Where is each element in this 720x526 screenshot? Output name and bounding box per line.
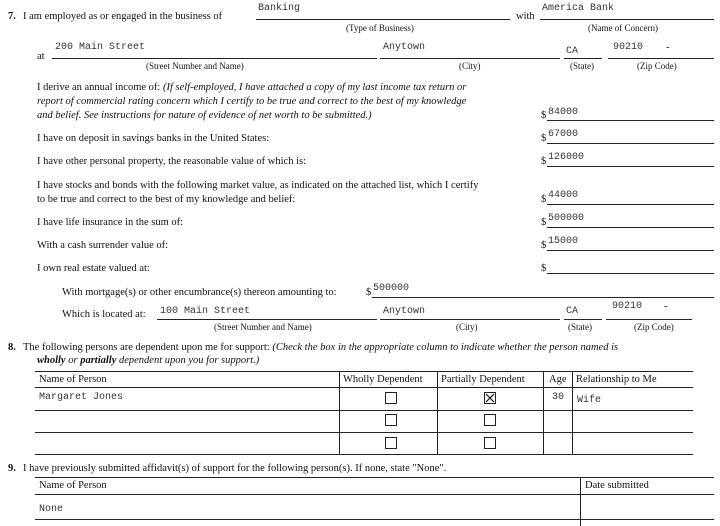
section-8-number: 8.	[8, 342, 16, 353]
with-label: with	[516, 11, 535, 22]
life-insurance-label: I have life insurance in the sum of:	[37, 217, 184, 228]
partially-checkbox-1[interactable]	[484, 392, 496, 404]
dependent-relationship-1[interactable]: Wife	[577, 395, 602, 406]
business-type-underline	[256, 19, 510, 20]
checkmark-x-icon	[485, 393, 495, 403]
real-estate-underline	[547, 273, 714, 274]
income-line-3: and belief. See instructions for nature of evidence of net worth to be submitted.)	[37, 110, 372, 121]
re-state-field[interactable]: CA	[566, 306, 579, 317]
section-8-line-1-c: in the appropriate column to indicate whether the person named is	[337, 342, 619, 353]
personal-property-field[interactable]: 126000	[548, 152, 585, 163]
header-name: Name of Person	[39, 374, 107, 385]
street-label: (Street Number and Name)	[146, 61, 244, 71]
concern-label: (Name of Concern)	[588, 23, 658, 33]
affidavit-header-name: Name of Person	[39, 480, 107, 491]
wholly-checkbox-1[interactable]	[385, 392, 397, 404]
stocks-dollar: $	[541, 194, 547, 205]
located-label: Which is located at:	[62, 309, 146, 320]
section-8-line-1-b: (Check the box	[272, 342, 336, 353]
re-zip-underline	[606, 319, 692, 320]
stocks-underline	[547, 204, 714, 205]
income-field[interactable]: 84000	[548, 107, 579, 118]
stocks-line-1: I have stocks and bonds with the following market value, as indicated on the attached list, which I certify	[37, 180, 479, 191]
real-estate-label: I own real estate valued at:	[37, 263, 150, 274]
stocks-line-2: to be true and correct to the best of my knowledge and belief:	[37, 194, 296, 205]
header-relationship: Relationship to Me	[576, 374, 657, 385]
section-7-intro: I am employed as or engaged in the business of	[23, 11, 223, 22]
state-label: (State)	[570, 61, 594, 71]
income-underline	[547, 120, 714, 121]
re-state-label: (State)	[568, 322, 592, 332]
re-street-label: (Street Number and Name)	[214, 322, 312, 332]
savings-field[interactable]: 67000	[548, 129, 579, 140]
state-field[interactable]: CA	[566, 46, 579, 57]
mortgage-underline	[372, 297, 714, 298]
street-field[interactable]: 200 Main Street	[55, 42, 146, 53]
wholly-checkbox-2[interactable]	[385, 414, 397, 426]
re-street-underline	[157, 319, 377, 320]
personal-underline	[547, 166, 714, 167]
re-city-field[interactable]: Anytown	[383, 306, 426, 317]
life-insurance-field[interactable]: 500000	[548, 213, 585, 224]
re-zip-field[interactable]: 90210	[612, 301, 643, 312]
concern-field[interactable]: America Bank	[542, 3, 615, 14]
section-8-or: or	[68, 355, 78, 366]
section-7-number: 7.	[8, 11, 16, 22]
section-8-line-1-a: The following persons are dependent upon me for support:	[23, 342, 270, 353]
zip-underline	[608, 58, 714, 59]
zip-dash: -	[666, 42, 670, 53]
header-wholly: Wholly Dependent	[343, 374, 423, 385]
city-label: (City)	[459, 61, 481, 71]
section-9-number: 9.	[8, 463, 16, 474]
affidavit-name-1[interactable]: None	[39, 504, 64, 515]
zip-label: (Zip Code)	[637, 61, 677, 71]
re-zip-label: (Zip Code)	[634, 322, 674, 332]
savings-label: I have on deposit in savings banks in the United States:	[37, 133, 270, 144]
life-dollar: $	[541, 217, 547, 228]
section-8-line-2-rest: dependent upon you for support.)	[118, 355, 260, 366]
zip-field[interactable]: 90210	[613, 42, 644, 53]
income-line-2: report of commercial rating concern which I certify to be true and correct to the best of my knowledge	[37, 96, 467, 107]
dependent-age-1[interactable]: 30	[552, 392, 565, 403]
at-label: at	[37, 51, 45, 62]
affidavit-header-date: Date submitted	[585, 480, 649, 491]
real-estate-dollar: $	[541, 263, 547, 274]
section-9-text: I have previously submitted affidavit(s) of support for the following person(s). If none, state "None".	[23, 463, 447, 474]
re-zip-dash: -	[664, 301, 668, 312]
stocks-field[interactable]: 44000	[548, 190, 579, 201]
dependent-name-1[interactable]: Margaret Jones	[39, 392, 124, 403]
savings-dollar: $	[541, 133, 547, 144]
life-underline	[547, 227, 714, 228]
re-street-field[interactable]: 100 Main Street	[160, 306, 251, 317]
re-city-underline	[380, 319, 560, 320]
income-dollar: $	[541, 110, 547, 121]
cash-dollar: $	[541, 240, 547, 251]
re-state-underline	[564, 319, 602, 320]
section-8-line-2	[37, 356, 259, 367]
savings-underline	[547, 143, 714, 144]
section-8-partially: partially	[80, 355, 117, 366]
mortgage-dollar: $	[366, 287, 372, 298]
cash-value-field[interactable]: 15000	[548, 236, 579, 247]
section-8-line-1	[23, 343, 618, 354]
mortgage-field[interactable]: 500000	[373, 283, 410, 294]
income-line-1-italic: (If self-employed, I have attached a copy of my last income tax return or	[162, 82, 467, 93]
partially-checkbox-2[interactable]	[484, 414, 496, 426]
cash-value-label: With a cash surrender value of:	[37, 240, 169, 251]
wholly-checkbox-3[interactable]	[385, 437, 397, 449]
section-8-wholly: wholly	[37, 355, 66, 366]
business-type-label: (Type of Business)	[346, 23, 414, 33]
personal-property-label: I have other personal property, the reasonable value of which is:	[37, 156, 307, 167]
partially-checkbox-3[interactable]	[484, 437, 496, 449]
header-partially: Partially Dependent	[441, 374, 525, 385]
header-age: Age	[549, 374, 567, 385]
re-city-label: (City)	[456, 322, 478, 332]
business-type-field[interactable]: Banking	[258, 3, 301, 14]
cash-underline	[547, 250, 714, 251]
concern-underline	[540, 19, 714, 20]
state-underline	[564, 58, 602, 59]
city-field[interactable]: Anytown	[383, 42, 426, 53]
mortgage-label: With mortgage(s) or other encumbrance(s) thereon amounting to:	[62, 287, 337, 298]
income-line-1	[37, 83, 466, 94]
street-underline	[52, 58, 377, 59]
city-underline	[380, 58, 560, 59]
income-line-1-lead: I derive an annual income of:	[37, 82, 161, 93]
personal-dollar: $	[541, 156, 547, 167]
